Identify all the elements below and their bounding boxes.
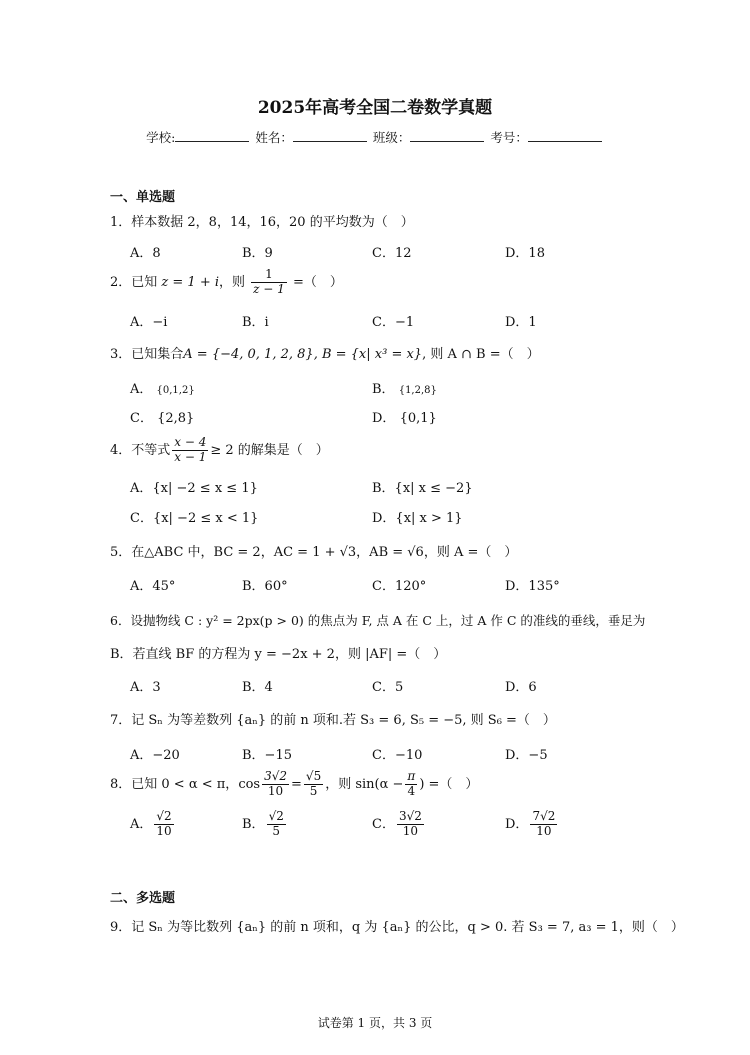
q4-fraction [172,436,208,465]
q2-prefix: 2．已知 [110,274,158,290]
q3-c-label: C． [130,411,153,426]
q8-cos: cos [238,776,261,792]
q8-option-b[interactable] [242,810,288,839]
question-1-stem: 1．样本数据 2，8，14，16，20 的平均数为（ ） [110,215,414,230]
q2-tail: =（ ） [292,274,343,290]
q8-s-num: π [407,769,416,783]
q8-d-num: 7√2 [532,809,556,823]
page-footer: 试卷第 1 页，共 3 页 [317,1016,433,1030]
q6-option-d[interactable]: D．6 [505,680,537,695]
q8-a-label: A． [130,816,153,832]
q4-prefix: 4．不等式 [110,442,171,458]
q6-option-c[interactable]: C．5 [372,680,404,695]
q5-option-d[interactable]: D．135° [505,579,560,594]
q8-a-den: 10 [156,823,172,838]
q8-c-label: C． [372,816,395,832]
q8-r-den: 5 [309,783,318,798]
q8-equals: = [291,776,302,792]
name-label: 姓名： [255,130,293,145]
q8-option-c[interactable] [372,810,426,839]
student-info-row [0,128,750,146]
question-7-stem: 7．记 Sₙ 为等差数列 {aₙ} 的前 n 项和.若 S₃ = 6, S₅ = −5, 则 S₆ =（ ） [110,713,556,728]
q3-option-d[interactable] [372,407,437,426]
q3-b-value: {1,2,8} [398,385,437,396]
q3-a-label: A． [130,382,153,397]
q1-option-b[interactable]: B．9 [242,246,273,261]
q8-b-den: 5 [272,823,281,838]
q8-alpha-half [262,770,289,799]
q3-option-c[interactable] [130,407,194,426]
q3-set-b: , B = {x| x³ = x} [313,347,423,362]
q5-option-c[interactable]: C．120° [372,579,427,594]
q8-b-fraction [267,810,286,839]
q3-option-b[interactable] [372,378,437,397]
q3-d-label: D． [372,411,396,426]
question-9-stem: 9．记 Sₙ 为等比数列 {aₙ} 的前 n 项和，q 为 {aₙ} 的公比，q > 0. 若 S₃ = 7, a₃ = 1，则（ ） [110,920,684,935]
school-blank[interactable] [175,129,249,142]
name-blank[interactable] [293,129,367,142]
q1-option-d[interactable]: D．18 [505,246,545,261]
q6-option-b[interactable]: B．4 [242,680,273,695]
class-label: 班级： [372,130,411,145]
q3-option-a[interactable] [130,378,195,397]
class-blank[interactable] [410,129,484,142]
q7-option-a[interactable]: A．−20 [130,748,180,763]
question-3-stem [110,343,540,362]
section-heading-single-choice: 一、单选题 [110,190,176,205]
q2-frac-num: 1 [251,268,287,283]
q2-option-d[interactable]: D．1 [505,315,537,330]
q8-c-fraction [397,810,424,839]
q6-option-a[interactable]: A．3 [130,680,161,695]
q8-tail: ) =（ ） [419,776,479,792]
q2-option-c[interactable]: C．−1 [372,315,415,330]
q8-a-fraction [154,810,173,839]
q3-a-value: {0,1,2} [156,385,195,396]
q8-cos-num: 3√2 [264,769,288,783]
q4-option-b[interactable]: B．{x| x ≤ −2} [372,481,473,496]
q2-option-b[interactable]: B．i [242,315,269,330]
q2-fraction [251,268,287,297]
section-heading-multiple-choice: 二、多选题 [110,891,176,906]
q4-frac-den: x − 1 [174,449,207,464]
q3-tail: , 则 A ∩ B =（ ） [422,347,540,362]
q5-option-b[interactable]: B．60° [242,579,288,594]
q8-c-den: 10 [402,823,419,838]
q8-mid: ，则 sin(α − [325,776,404,792]
q3-prefix: 3．已知集合 [110,347,184,362]
q2-mid: ，则 [219,274,246,290]
question-5-stem: 5．在△ABC 中，BC = 2，AC = 1 + √3，AB = √6，则 A =（ ） [110,545,518,560]
question-6-line-2: B．若直线 BF 的方程为 y = −2x + 2，则 |AF| =（ ） [110,647,447,662]
q8-prefix: 8．已知 0 < α < π， [110,776,239,792]
q8-d-label: D． [505,816,529,832]
q5-option-a[interactable]: A．45° [130,579,176,594]
q1-option-a[interactable]: A．8 [130,246,161,261]
q3-c-value: {2,8} [157,411,195,426]
q8-s-den: 4 [407,783,416,798]
q8-cos-den: 10 [267,783,284,798]
q4-option-c[interactable]: C．{x| −2 ≤ x < 1} [130,511,259,526]
q2-condition: z = 1 + i [161,274,220,290]
q2-option-a[interactable]: A．−i [130,315,168,330]
q7-option-c[interactable]: C．−10 [372,748,423,763]
q8-pi-over-4 [405,770,417,799]
q8-d-den: 10 [536,823,552,838]
q4-frac-num: x − 4 [174,435,207,449]
school-label: 学校: [146,130,176,145]
q2-frac-den: z − 1 [253,281,285,296]
q8-option-a[interactable] [130,810,176,839]
q8-r-num: √5 [305,769,322,783]
q8-c-num: 3√2 [398,809,422,823]
q8-root5-over-5 [304,770,323,799]
q8-option-d[interactable] [505,810,559,839]
q4-tail: ≥ 2 的解集是（ ） [210,442,329,458]
q8-b-label: B． [242,816,265,832]
q8-d-fraction [530,810,557,839]
q7-option-b[interactable]: B．−15 [242,748,292,763]
number-label: 考号： [490,130,528,145]
question-2-stem [110,268,343,297]
q3-set-a: A = {−4, 0, 1, 2, 8} [183,347,314,362]
q4-option-a[interactable]: A．{x| −2 ≤ x ≤ 1} [130,481,258,496]
q4-option-d[interactable]: D．{x| x > 1} [372,511,463,526]
q1-option-c[interactable]: C．12 [372,246,412,261]
question-8-stem [110,770,478,799]
number-blank[interactable] [528,129,602,142]
q8-a-num: √2 [156,809,172,823]
q3-d-value: {0,1} [399,411,437,426]
question-4-stem [110,436,329,465]
q3-b-label: B． [372,382,395,397]
question-6-line-1: 6．设抛物线 C : y² = 2px(p > 0) 的焦点为 F, 点 A 在 C 上，过 A 作 C 的准线的垂线，垂足为 [110,613,646,628]
q8-b-num: √2 [268,809,284,823]
page-title: 2025年高考全国二卷数学真题 [257,98,493,118]
q7-option-d[interactable]: D．−5 [505,748,548,763]
